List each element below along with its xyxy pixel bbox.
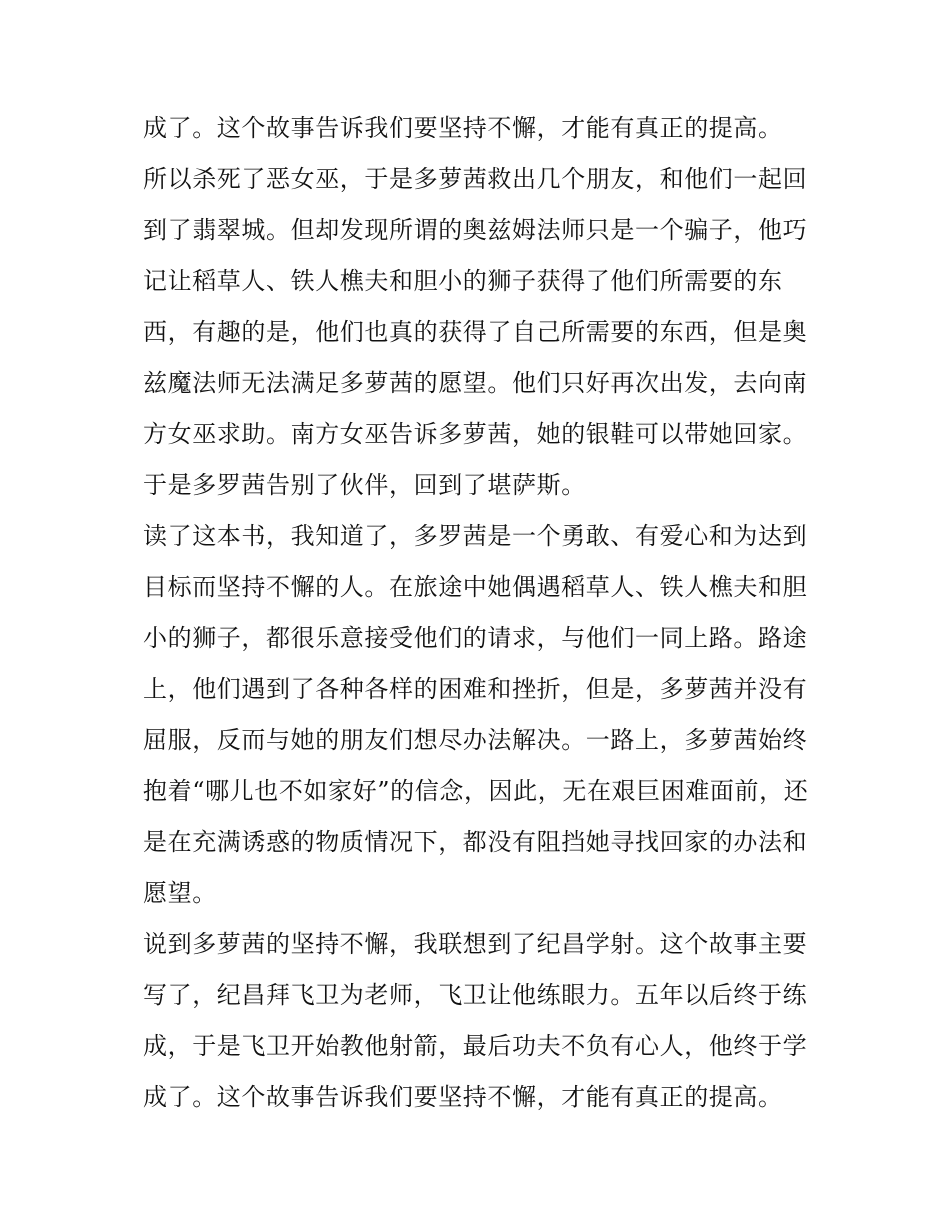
- text-line: 是在充满诱惑的物质情况下，都没有阻挡她寻找回家的办法和: [143, 828, 808, 856]
- text-line: 目标而坚持不懈的人。在旅途中她偶遇稻草人、铁人樵夫和胆: [143, 573, 808, 601]
- text-line: 屈服，反而与她的朋友们想尽办法解决。一路上，多萝茜始终: [143, 726, 808, 754]
- text-line: 所以杀死了恶女巫，于是多萝茜救出几个朋友，和他们一起回: [143, 165, 808, 193]
- text-line: 记让稻草人、铁人樵夫和胆小的狮子获得了他们所需要的东: [143, 267, 783, 295]
- text-line: 写了，纪昌拜飞卫为老师，飞卫让他练眼力。五年以后终于练: [143, 981, 808, 1009]
- text-line: 读了这本书，我知道了，多罗茜是一个勇敢、有爱心和为达到: [143, 522, 808, 550]
- body-text: [143, 103, 823, 1123]
- text-line: 成了。这个故事告诉我们要坚持不懈，才能有真正的提高。: [143, 1083, 783, 1111]
- text-line: 到了翡翠城。但却发现所谓的奥兹姆法师只是一个骗子，他巧: [143, 216, 808, 244]
- text-line: 方女巫求助。南方女巫告诉多萝茜，她的银鞋可以带她回家。: [143, 420, 808, 448]
- text-line: 上，他们遇到了各种各样的困难和挫折，但是，多萝茜并没有: [143, 675, 808, 703]
- text-line: 抱着“哪儿也不如家好”的信念，因此，无在艰巨困难面前，还: [143, 777, 809, 805]
- text-line: 西，有趣的是，他们也真的获得了自己所需要的东西，但是奥: [143, 318, 808, 346]
- text-line: 成了。这个故事告诉我们要坚持不懈，才能有真正的提高。: [143, 114, 783, 142]
- text-line: 于是多罗茜告别了伙伴，回到了堪萨斯。: [143, 471, 586, 499]
- text-line: 兹魔法师无法满足多萝茜的愿望。他们只好再次出发，去向南: [143, 369, 808, 397]
- text-line: 说到多萝茜的坚持不懈，我联想到了纪昌学射。这个故事主要: [143, 930, 808, 958]
- text-line: 愿望。: [143, 879, 217, 907]
- text-line: 成，于是飞卫开始教他射箭，最后功夫不负有心人，他终于学: [143, 1032, 808, 1060]
- text-line: 小的狮子，都很乐意接受他们的请求，与他们一同上路。路途: [143, 624, 808, 652]
